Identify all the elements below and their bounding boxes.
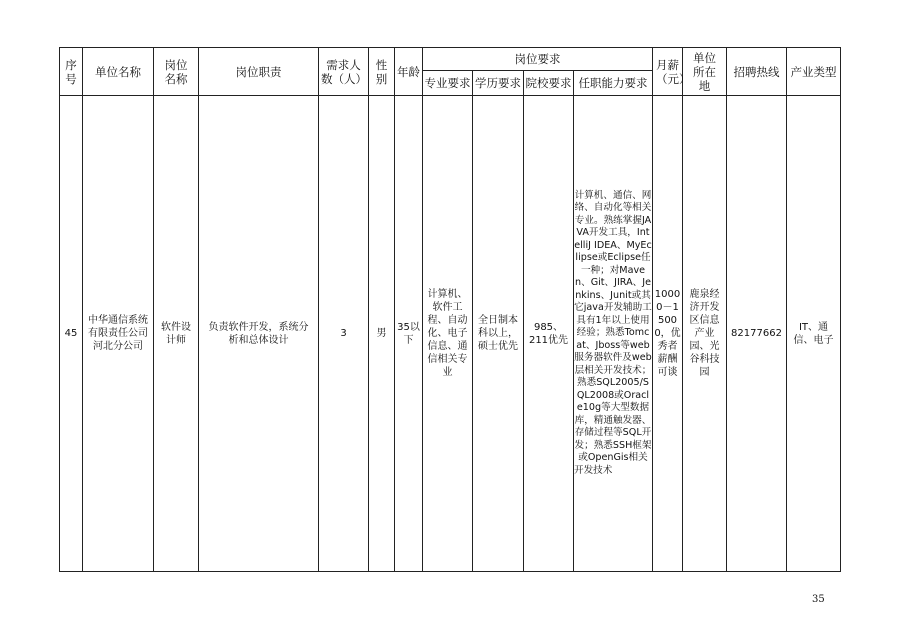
cell-seq: 45 — [60, 96, 83, 572]
header-salary: 月薪（元） — [653, 48, 683, 96]
header-hotline: 招聘热线 — [727, 48, 787, 96]
header-unit-name: 单位名称 — [83, 48, 154, 96]
header-major-req: 专业要求 — [423, 71, 473, 96]
cell-industry: IT、通信、电子 — [787, 96, 841, 572]
cell-location: 鹿泉经济开发区信息产业园、光谷科技园 — [683, 96, 727, 572]
header-duties: 岗位职责 — [199, 48, 319, 96]
header-headcount: 需求人数（人） — [319, 48, 369, 96]
header-requirements-group: 岗位要求 — [423, 48, 653, 71]
cell-ability-req: 计算机、通信、网络、自动化等相关专业。熟练掌握JAVA开发工具，IntelliJ IDEA、MyEclipse或Eclipse任一种；对Maven、Git、JIRA、Jenkins、Junit或其它java开发辅助工具有1年以上使用经验；熟悉Tomcat、Jboss等web服务器软件及web层相关开发技术；熟悉SQL2005/SQL2008或Oracle10g等大型数据库，精通触发器、存储过程等SQL开发；熟悉SSH框架或OpenGis相关开发技术 — [574, 96, 653, 572]
header-industry: 产业类型 — [787, 48, 841, 96]
header-school-req: 院校要求 — [524, 71, 574, 96]
cell-school-req: 985、211优先 — [524, 96, 574, 572]
cell-major-req: 计算机、软件工程、自动化、电子信息、通信相关专业 — [423, 96, 473, 572]
table-row — [60, 96, 841, 572]
header-education-req: 学历要求 — [473, 71, 524, 96]
cell-unit-name: 中华通信系统有限责任公司河北分公司 — [83, 96, 154, 572]
cell-age: 35以下 — [395, 96, 423, 572]
header-gender: 性别 — [369, 48, 395, 96]
cell-headcount: 3 — [319, 96, 369, 572]
header-ability-req: 任职能力要求 — [574, 71, 653, 96]
cell-position-name: 软件设计师 — [154, 96, 199, 572]
header-location: 单位所在地 — [683, 48, 727, 96]
header-age: 年龄 — [395, 48, 423, 96]
job-table — [59, 47, 841, 572]
header-seq: 序号 — [60, 48, 83, 96]
cell-salary: 10000－15000，优秀者薪酬可谈 — [653, 96, 683, 572]
page-number: 35 — [812, 594, 825, 605]
cell-education-req: 全日制本科以上，硕士优先 — [473, 96, 524, 572]
cell-hotline: 82177662 — [727, 96, 787, 572]
header-position-name: 岗位名称 — [154, 48, 199, 96]
cell-gender: 男 — [369, 96, 395, 572]
cell-duties: 负责软件开发，系统分析和总体设计 — [199, 96, 319, 572]
